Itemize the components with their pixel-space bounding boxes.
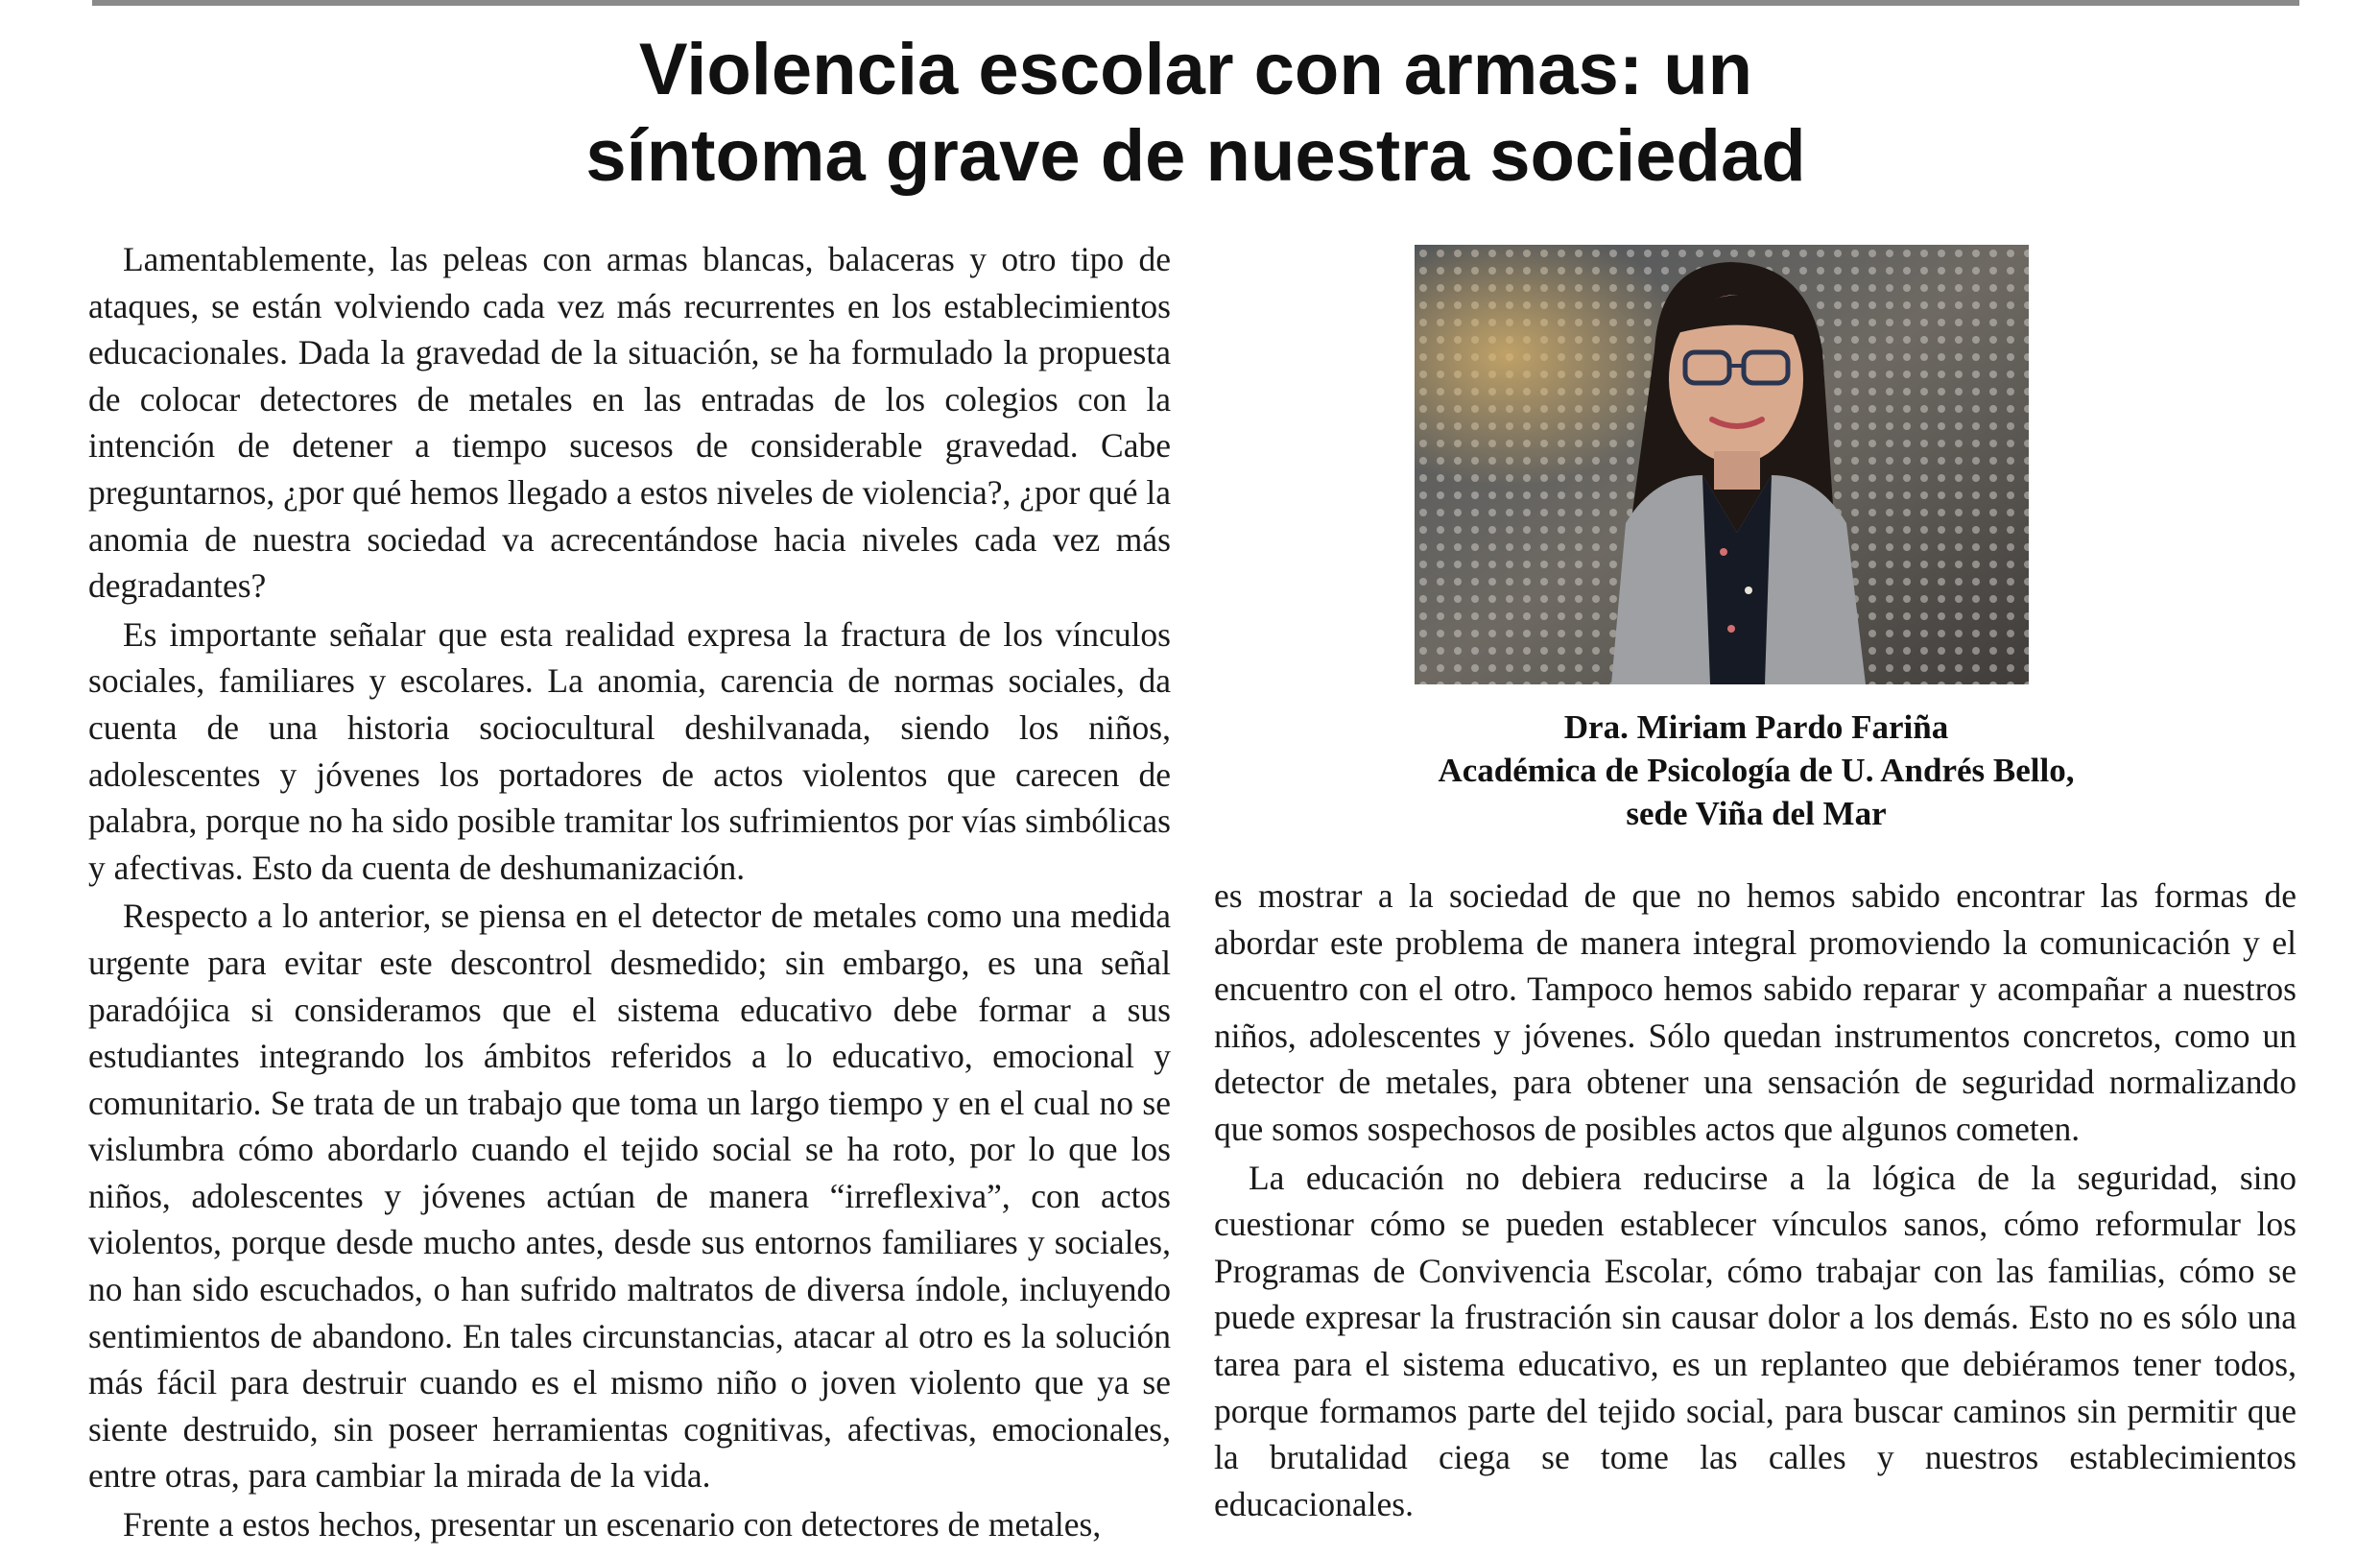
- photo-caption: [1334, 706, 2178, 835]
- headline-line-2: síntoma grave de nuestra sociedad: [585, 115, 1806, 197]
- paragraph: Respecto a lo anterior, se piensa en el detector de metales como una medida urgente para evitar este descontrol desmedido; sin embargo, es una señal paradójica si consideramos que el sistema educativo debe formar a sus estudiantes integrando los ámbitos referidos a lo educativo, emocional y comunitario. Se trata de un trabajo que toma un largo tiempo y en el cual no se vislumbra cómo abordarlo cuando el tejido social se ha roto, por lo que los niños, adolescentes y jóvenes actúan de manera “irreflexiva”, con actos violentos, porque desde mucho antes, desde sus entornos familiares y sociales, no han sido escuchados, o han sufrido maltratos de diversa índole, incluyendo sentimientos de abandono. En tales circunstancias, atacar al otro es la solución más fácil para destruir cuando es el mismo niño o joven violento que ya se siente destruido, sin poseer herramientas cognitivas, afectivas, emocionales, entre otras, para cambiar la mirada de la vida.: [88, 897, 1171, 1496]
- paragraph: La educación no debiera reducirse a la lógica de la seguridad, sino cuestionar cómo se pueden establecer vínculos sanos, cómo reformular los Programas de Convivencia Escolar, cómo trabajar con las familias, cómo se puede expresar la frustración sin causar dolor a los demás. Esto no es sólo una tarea para el sistema educativo, es un replanteo que debiéramos tener todos, porque formamos parte del tejido social, para buscar caminos sin permitir que la brutalidad ciega se tome las calles y nuestros establecimientos educacionales.: [1214, 1158, 2297, 1523]
- portrait-illustration: [1415, 245, 2029, 684]
- paragraph: Lamentablemente, las peleas con armas blancas, balaceras y otro tipo de ataques, se están volviendo cada vez más recurrentes en los establecimientos educacionales. Dada la gravedad de la situación, se ha formulado la propuesta de colocar detectores de metales en las entradas de los colegios con la intención de detener a tiempo sucesos de considerable gravedad. Cabe preguntarnos, ¿por qué hemos llegado a estos niveles de violencia?, ¿por qué la anomia de nuestra sociedad va acrecentándose hacia niveles cada vez más degradantes?: [88, 240, 1171, 606]
- headline-line-1: Violencia escolar con armas: un: [638, 29, 1753, 110]
- paragraph: es mostrar a la sociedad de que no hemos sabido encontrar las formas de abordar este problema de manera integral promoviendo la comunicación y el encuentro con el otro. Tampoco hemos sabido reparar y acompañar a nuestros niños, adolescentes y jóvenes. Sólo quedan instrumentos concretos, como un detector de metales, para obtener una sensación de seguridad normalizando que somos sospechosos de posibles actos que algunos cometen.: [1214, 876, 2297, 1148]
- paragraph: Es importante señalar que esta realidad expresa la fractura de los vínculos sociales, familiares y escolares. La anomia, carencia de normas sociales, da cuenta de una historia sociocultural deshilvanada, siendo los niños, adolescentes y jóvenes los portadores de actos violentos que carecen de palabra, porque no ha sido posible tramitar los sufrimientos por vías simbólicas y afectivas. Esto da cuenta de deshumanización.: [88, 614, 1171, 887]
- article-headline: [92, 27, 2299, 200]
- paragraph: Frente a estos hechos, presentar un escenario con detectores de metales,: [123, 1505, 1102, 1544]
- left-column: [88, 236, 1171, 1548]
- caption-location: sede Viña del Mar: [1626, 795, 1887, 832]
- caption-role: Académica de Psicología de U. Andrés Bello,: [1438, 752, 2075, 789]
- author-photo: [1415, 245, 2029, 684]
- right-column: [1214, 873, 2297, 1527]
- caption-name: Dra. Miriam Pardo Fariña: [1563, 708, 1949, 746]
- top-rule: [92, 0, 2299, 6]
